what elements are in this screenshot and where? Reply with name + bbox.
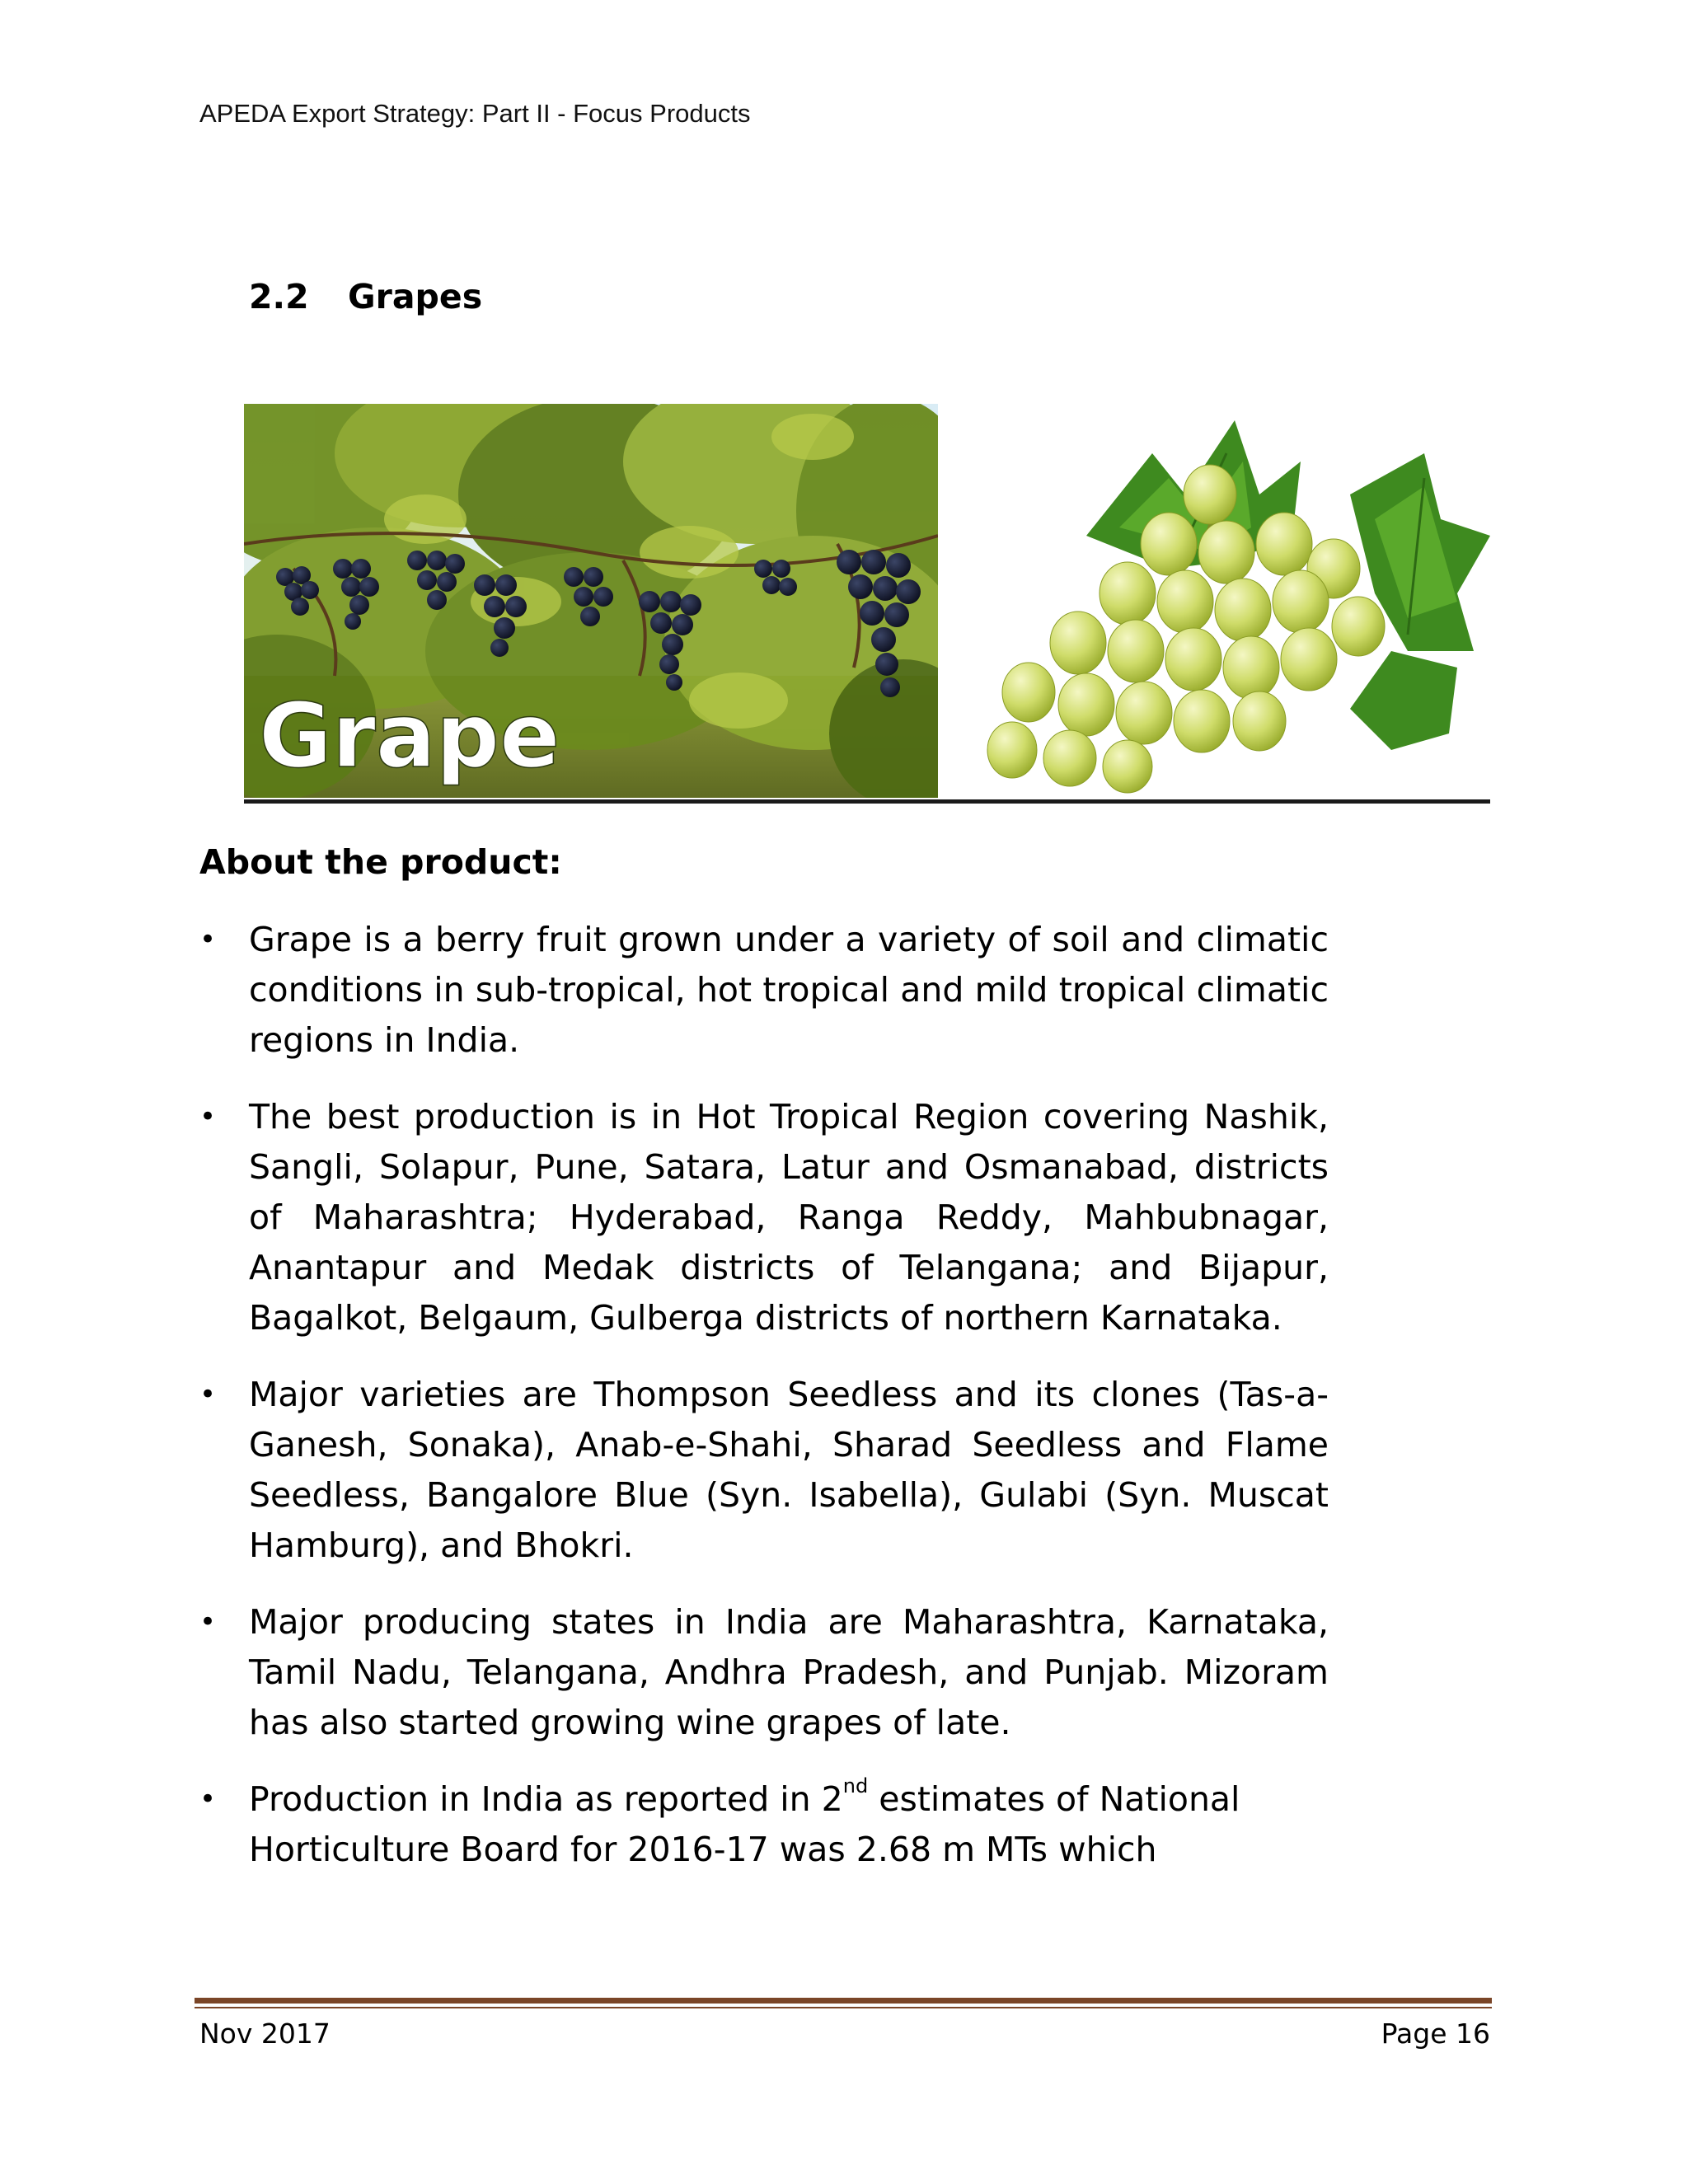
bullet-icon: • — [199, 923, 217, 956]
ordinal-superscript: nd — [842, 1774, 869, 1797]
bullet-icon: • — [199, 1783, 217, 1816]
green-grapes-photo — [963, 404, 1490, 798]
list-item-text: Major varieties are Thompson Seedless and its clones (Tas-a-Ganesh, Sonaka), Anab-e-Shahi, Sharad Seedless and Flame Seedless, Bangalore Blue (Syn. Isabella), Gulabi (Syn. Muscat Hamburg), and Bhokri. — [249, 1375, 1329, 1565]
image-divider — [244, 799, 1490, 804]
footer-rule — [195, 1998, 1492, 2004]
list-item-text — [249, 1774, 1240, 1869]
bullet-icon: • — [199, 1378, 217, 1411]
list-item-text: Grape is a berry fruit grown under a variety of soil and climatic conditions in sub-tropical, hot tropical and mild tropical climatic regions in India. — [249, 920, 1329, 1060]
about-bullet-list — [199, 915, 1329, 1901]
list-item — [199, 1370, 1329, 1571]
page-number: Page 16 — [1381, 2018, 1490, 2050]
about-heading: About the product: — [199, 842, 562, 882]
vineyard-photo — [244, 404, 938, 798]
list-item — [199, 1774, 1329, 1875]
running-header: APEDA Export Strategy: Part II - Focus Products — [199, 99, 751, 128]
vineyard-caption: Grape — [259, 685, 560, 788]
list-item — [199, 1092, 1329, 1343]
list-item — [199, 1597, 1329, 1748]
list-item — [199, 915, 1329, 1066]
list-item-text: The best production is in Hot Tropical Region covering Nashik, Sangli, Solapur, Pune, Satara, Latur and Osmanabad, districts of Maharashtra; Hyderabad, Ranga Reddy, Mahbubnagar, Anantapur and Medak districts of Telangana; and Bijapur, Bagalkot, Belgaum, Gulberga districts of northern Karnataka. — [249, 1097, 1329, 1338]
section-title: Grapes — [348, 277, 483, 316]
production-text-end: estimates of National Horticulture Board for 2016-17 was 2.68 m MTs which — [249, 1779, 1240, 1869]
section-number: 2.2 — [249, 277, 309, 316]
bullet-icon: • — [199, 1100, 217, 1133]
footer-rule-thin — [195, 2007, 1492, 2008]
list-item-text: Major producing states in India are Maharashtra, Karnataka, Tamil Nadu, Telangana, Andhra Pradesh, and Punjab. Mizoram has also started growing wine grapes of late. — [249, 1602, 1329, 1742]
footer-date: Nov 2017 — [199, 2018, 331, 2050]
production-text-start: Production in India as reported in 2 — [249, 1779, 843, 1819]
section-heading — [249, 277, 482, 316]
bullet-icon: • — [199, 1605, 217, 1638]
